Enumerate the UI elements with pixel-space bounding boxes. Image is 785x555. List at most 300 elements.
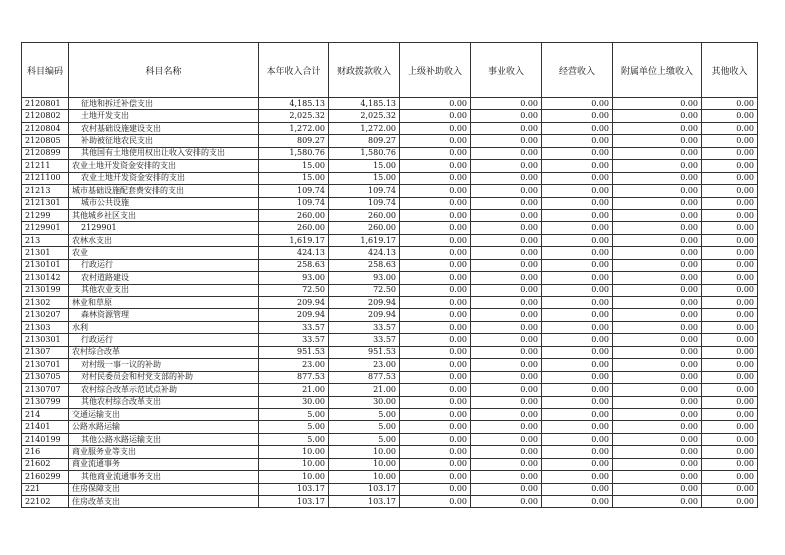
revenue-table-sheet (21, 42, 758, 508)
cell-subsidiary-remittance: 0.00 (613, 458, 702, 470)
cell-subsidiary-remittance: 0.00 (613, 160, 702, 172)
cell-business-revenue: 0.00 (471, 172, 542, 184)
cell-subject-name: 农村道路建设 (69, 272, 259, 284)
cell-other-revenue: 0.00 (702, 371, 758, 383)
cell-business-revenue: 0.00 (471, 433, 542, 445)
cell-subject-code: 2130705 (22, 371, 69, 383)
cell-subject-name: 住房改革支出 (69, 496, 259, 508)
cell-superior-subsidy: 0.00 (400, 98, 471, 110)
cell-subject-name: 其他农业支出 (69, 284, 259, 296)
cell-subsidiary-remittance: 0.00 (613, 384, 702, 396)
cell-total-revenue: 209.94 (259, 309, 329, 321)
cell-subject-name: 其他公路水路运输支出 (69, 433, 259, 445)
cell-other-revenue: 0.00 (702, 446, 758, 458)
cell-subsidiary-remittance: 0.00 (613, 284, 702, 296)
cell-fiscal-appropriation: 951.53 (329, 346, 400, 358)
cell-subject-name: 补助被征地农民支出 (69, 135, 259, 147)
cell-fiscal-appropriation: 10.00 (329, 446, 400, 458)
cell-subsidiary-remittance: 0.00 (613, 172, 702, 184)
table-row (22, 222, 758, 234)
cell-subsidiary-remittance: 0.00 (613, 371, 702, 383)
cell-subsidiary-remittance: 0.00 (613, 483, 702, 495)
cell-fiscal-appropriation: 72.50 (329, 284, 400, 296)
cell-subject-name: 公路水路运输 (69, 421, 259, 433)
cell-total-revenue: 809.27 (259, 135, 329, 147)
cell-total-revenue: 109.74 (259, 197, 329, 209)
revenue-table (21, 42, 758, 508)
cell-total-revenue: 15.00 (259, 160, 329, 172)
cell-total-revenue: 951.53 (259, 346, 329, 358)
cell-other-revenue: 0.00 (702, 259, 758, 271)
cell-superior-subsidy: 0.00 (400, 172, 471, 184)
cell-other-revenue: 0.00 (702, 185, 758, 197)
cell-superior-subsidy: 0.00 (400, 309, 471, 321)
cell-other-revenue: 0.00 (702, 147, 758, 159)
table-row (22, 321, 758, 333)
cell-subsidiary-remittance: 0.00 (613, 471, 702, 483)
cell-fiscal-appropriation: 109.74 (329, 185, 400, 197)
cell-operating-revenue: 0.00 (542, 110, 613, 122)
cell-fiscal-appropriation: 15.00 (329, 160, 400, 172)
cell-other-revenue: 0.00 (702, 209, 758, 221)
cell-operating-revenue: 0.00 (542, 446, 613, 458)
cell-operating-revenue: 0.00 (542, 396, 613, 408)
cell-fiscal-appropriation: 424.13 (329, 247, 400, 259)
cell-business-revenue: 0.00 (471, 147, 542, 159)
cell-subsidiary-remittance: 0.00 (613, 209, 702, 221)
cell-total-revenue: 2,025.32 (259, 110, 329, 122)
cell-subsidiary-remittance: 0.00 (613, 234, 702, 246)
cell-business-revenue: 0.00 (471, 384, 542, 396)
cell-fiscal-appropriation: 5.00 (329, 408, 400, 420)
cell-operating-revenue: 0.00 (542, 135, 613, 147)
cell-operating-revenue: 0.00 (542, 122, 613, 134)
cell-other-revenue: 0.00 (702, 321, 758, 333)
table-row (22, 160, 758, 172)
cell-subject-name: 对村民委员会和村党支部的补助 (69, 371, 259, 383)
cell-operating-revenue: 0.00 (542, 334, 613, 346)
table-row (22, 371, 758, 383)
cell-operating-revenue: 0.00 (542, 321, 613, 333)
cell-total-revenue: 10.00 (259, 458, 329, 470)
cell-subject-name: 其他国有土地使用权出让收入安排的支出 (69, 147, 259, 159)
cell-subject-name: 交通运输支出 (69, 408, 259, 420)
cell-fiscal-appropriation: 4,185.13 (329, 98, 400, 110)
cell-subsidiary-remittance: 0.00 (613, 147, 702, 159)
cell-subsidiary-remittance: 0.00 (613, 297, 702, 309)
cell-other-revenue: 0.00 (702, 309, 758, 321)
cell-total-revenue: 30.00 (259, 396, 329, 408)
cell-subsidiary-remittance: 0.00 (613, 247, 702, 259)
cell-total-revenue: 10.00 (259, 471, 329, 483)
cell-operating-revenue: 0.00 (542, 384, 613, 396)
cell-business-revenue: 0.00 (471, 483, 542, 495)
cell-fiscal-appropriation: 93.00 (329, 272, 400, 284)
cell-subject-name: 城市基础设施配套费安排的支出 (69, 185, 259, 197)
cell-business-revenue: 0.00 (471, 346, 542, 358)
cell-total-revenue: 4,185.13 (259, 98, 329, 110)
cell-other-revenue: 0.00 (702, 458, 758, 470)
cell-subject-name: 行政运行 (69, 259, 259, 271)
cell-subsidiary-remittance: 0.00 (613, 446, 702, 458)
cell-subject-code: 2130142 (22, 272, 69, 284)
cell-subsidiary-remittance: 0.00 (613, 334, 702, 346)
cell-subject-name: 住房保障支出 (69, 483, 259, 495)
cell-subsidiary-remittance: 0.00 (613, 259, 702, 271)
cell-total-revenue: 5.00 (259, 433, 329, 445)
cell-total-revenue: 877.53 (259, 371, 329, 383)
cell-total-revenue: 23.00 (259, 359, 329, 371)
cell-subject-code: 21211 (22, 160, 69, 172)
cell-other-revenue: 0.00 (702, 359, 758, 371)
cell-superior-subsidy: 0.00 (400, 209, 471, 221)
cell-fiscal-appropriation: 258.63 (329, 259, 400, 271)
cell-total-revenue: 33.57 (259, 321, 329, 333)
cell-superior-subsidy: 0.00 (400, 458, 471, 470)
cell-subject-code: 2130701 (22, 359, 69, 371)
cell-other-revenue: 0.00 (702, 346, 758, 358)
cell-subsidiary-remittance: 0.00 (613, 98, 702, 110)
cell-subsidiary-remittance: 0.00 (613, 408, 702, 420)
cell-superior-subsidy: 0.00 (400, 284, 471, 296)
table-row (22, 408, 758, 420)
cell-total-revenue: 15.00 (259, 172, 329, 184)
cell-superior-subsidy: 0.00 (400, 446, 471, 458)
cell-subject-code: 2140199 (22, 433, 69, 445)
header-business-revenue: 事业收入 (471, 43, 542, 98)
cell-subsidiary-remittance: 0.00 (613, 496, 702, 508)
cell-operating-revenue: 0.00 (542, 297, 613, 309)
cell-superior-subsidy: 0.00 (400, 483, 471, 495)
table-row (22, 284, 758, 296)
cell-business-revenue: 0.00 (471, 496, 542, 508)
cell-business-revenue: 0.00 (471, 234, 542, 246)
cell-business-revenue: 0.00 (471, 185, 542, 197)
cell-other-revenue: 0.00 (702, 421, 758, 433)
cell-subject-name: 商业流通事务 (69, 458, 259, 470)
cell-fiscal-appropriation: 21.00 (329, 384, 400, 396)
cell-subsidiary-remittance: 0.00 (613, 185, 702, 197)
cell-fiscal-appropriation: 33.57 (329, 334, 400, 346)
table-row (22, 297, 758, 309)
cell-total-revenue: 5.00 (259, 408, 329, 420)
cell-superior-subsidy: 0.00 (400, 247, 471, 259)
cell-subsidiary-remittance: 0.00 (613, 396, 702, 408)
cell-superior-subsidy: 0.00 (400, 234, 471, 246)
table-row (22, 483, 758, 495)
cell-business-revenue: 0.00 (471, 458, 542, 470)
cell-total-revenue: 260.00 (259, 209, 329, 221)
cell-subject-code: 21602 (22, 458, 69, 470)
cell-subsidiary-remittance: 0.00 (613, 309, 702, 321)
cell-business-revenue: 0.00 (471, 297, 542, 309)
cell-other-revenue: 0.00 (702, 408, 758, 420)
cell-operating-revenue: 0.00 (542, 421, 613, 433)
cell-subject-code: 2120802 (22, 110, 69, 122)
cell-operating-revenue: 0.00 (542, 346, 613, 358)
cell-superior-subsidy: 0.00 (400, 396, 471, 408)
cell-fiscal-appropriation: 2,025.32 (329, 110, 400, 122)
cell-operating-revenue: 0.00 (542, 359, 613, 371)
cell-other-revenue: 0.00 (702, 122, 758, 134)
cell-fiscal-appropriation: 103.17 (329, 483, 400, 495)
cell-total-revenue: 424.13 (259, 247, 329, 259)
cell-business-revenue: 0.00 (471, 471, 542, 483)
cell-total-revenue: 260.00 (259, 222, 329, 234)
cell-subject-name: 农村综合改革 (69, 346, 259, 358)
table-row (22, 135, 758, 147)
table-row (22, 272, 758, 284)
table-row (22, 421, 758, 433)
cell-operating-revenue: 0.00 (542, 185, 613, 197)
cell-subsidiary-remittance: 0.00 (613, 421, 702, 433)
table-row (22, 384, 758, 396)
header-operating-revenue: 经营收入 (542, 43, 613, 98)
cell-fiscal-appropriation: 103.17 (329, 496, 400, 508)
cell-operating-revenue: 0.00 (542, 98, 613, 110)
table-body (22, 98, 758, 508)
cell-subject-code: 216 (22, 446, 69, 458)
cell-business-revenue: 0.00 (471, 110, 542, 122)
cell-business-revenue: 0.00 (471, 197, 542, 209)
cell-total-revenue: 103.17 (259, 496, 329, 508)
cell-subject-code: 2130101 (22, 259, 69, 271)
cell-total-revenue: 33.57 (259, 334, 329, 346)
cell-subject-name: 林业和草原 (69, 297, 259, 309)
cell-subject-code: 213 (22, 234, 69, 246)
header-subsidiary-remittance: 附属单位上缴收入 (613, 43, 702, 98)
cell-subject-code: 2160299 (22, 471, 69, 483)
header-total-revenue: 本年收入合计 (259, 43, 329, 98)
cell-operating-revenue: 0.00 (542, 160, 613, 172)
cell-fiscal-appropriation: 877.53 (329, 371, 400, 383)
cell-superior-subsidy: 0.00 (400, 421, 471, 433)
cell-business-revenue: 0.00 (471, 160, 542, 172)
cell-other-revenue: 0.00 (702, 222, 758, 234)
header-other-revenue: 其他收入 (702, 43, 758, 98)
cell-fiscal-appropriation: 1,619.17 (329, 234, 400, 246)
table-row (22, 209, 758, 221)
cell-fiscal-appropriation: 1,580.76 (329, 147, 400, 159)
cell-other-revenue: 0.00 (702, 396, 758, 408)
cell-other-revenue: 0.00 (702, 433, 758, 445)
cell-business-revenue: 0.00 (471, 247, 542, 259)
cell-subject-name: 2129901 (69, 222, 259, 234)
cell-other-revenue: 0.00 (702, 110, 758, 122)
cell-business-revenue: 0.00 (471, 421, 542, 433)
table-row (22, 185, 758, 197)
cell-total-revenue: 93.00 (259, 272, 329, 284)
header-fiscal-appropriation: 财政拨款收入 (329, 43, 400, 98)
cell-superior-subsidy: 0.00 (400, 334, 471, 346)
cell-other-revenue: 0.00 (702, 284, 758, 296)
cell-subsidiary-remittance: 0.00 (613, 359, 702, 371)
cell-operating-revenue: 0.00 (542, 483, 613, 495)
cell-superior-subsidy: 0.00 (400, 110, 471, 122)
cell-business-revenue: 0.00 (471, 321, 542, 333)
cell-other-revenue: 0.00 (702, 247, 758, 259)
table-row (22, 122, 758, 134)
cell-operating-revenue: 0.00 (542, 272, 613, 284)
cell-total-revenue: 1,580.76 (259, 147, 329, 159)
header-subject-name: 科目名称 (69, 43, 259, 98)
cell-superior-subsidy: 0.00 (400, 359, 471, 371)
cell-operating-revenue: 0.00 (542, 172, 613, 184)
cell-other-revenue: 0.00 (702, 135, 758, 147)
table-row (22, 309, 758, 321)
table-row (22, 458, 758, 470)
cell-superior-subsidy: 0.00 (400, 433, 471, 445)
cell-subject-name: 商业服务业等支出 (69, 446, 259, 458)
cell-subject-name: 农村综合改革示范试点补助 (69, 384, 259, 396)
cell-other-revenue: 0.00 (702, 334, 758, 346)
cell-total-revenue: 1,619.17 (259, 234, 329, 246)
cell-subject-name: 水利 (69, 321, 259, 333)
table-row (22, 359, 758, 371)
cell-subject-code: 2120801 (22, 98, 69, 110)
cell-other-revenue: 0.00 (702, 297, 758, 309)
cell-subject-name: 征地和拆迁补偿支出 (69, 98, 259, 110)
cell-subject-code: 21301 (22, 247, 69, 259)
cell-fiscal-appropriation: 209.94 (329, 309, 400, 321)
cell-business-revenue: 0.00 (471, 359, 542, 371)
cell-superior-subsidy: 0.00 (400, 222, 471, 234)
cell-subsidiary-remittance: 0.00 (613, 321, 702, 333)
cell-subsidiary-remittance: 0.00 (613, 197, 702, 209)
table-row (22, 98, 758, 110)
table-row (22, 334, 758, 346)
table-row (22, 247, 758, 259)
cell-business-revenue: 0.00 (471, 284, 542, 296)
cell-operating-revenue: 0.00 (542, 284, 613, 296)
table-row (22, 396, 758, 408)
header-superior-subsidy: 上级补助收入 (400, 43, 471, 98)
cell-business-revenue: 0.00 (471, 396, 542, 408)
cell-total-revenue: 72.50 (259, 284, 329, 296)
cell-fiscal-appropriation: 809.27 (329, 135, 400, 147)
cell-subsidiary-remittance: 0.00 (613, 135, 702, 147)
cell-subject-name: 其他农村综合改革支出 (69, 396, 259, 408)
cell-other-revenue: 0.00 (702, 98, 758, 110)
cell-operating-revenue: 0.00 (542, 309, 613, 321)
cell-subject-name: 农业土地开发资金安排的支出 (69, 172, 259, 184)
cell-subject-code: 2130207 (22, 309, 69, 321)
cell-other-revenue: 0.00 (702, 483, 758, 495)
cell-business-revenue: 0.00 (471, 371, 542, 383)
cell-superior-subsidy: 0.00 (400, 346, 471, 358)
cell-total-revenue: 209.94 (259, 297, 329, 309)
table-row (22, 259, 758, 271)
cell-superior-subsidy: 0.00 (400, 496, 471, 508)
cell-superior-subsidy: 0.00 (400, 297, 471, 309)
cell-subject-code: 2130301 (22, 334, 69, 346)
cell-business-revenue: 0.00 (471, 446, 542, 458)
cell-subject-code: 21299 (22, 209, 69, 221)
table-row (22, 147, 758, 159)
cell-total-revenue: 1,272.00 (259, 122, 329, 134)
cell-fiscal-appropriation: 260.00 (329, 209, 400, 221)
cell-subsidiary-remittance: 0.00 (613, 433, 702, 445)
cell-superior-subsidy: 0.00 (400, 160, 471, 172)
cell-business-revenue: 0.00 (471, 209, 542, 221)
cell-operating-revenue: 0.00 (542, 458, 613, 470)
cell-fiscal-appropriation: 33.57 (329, 321, 400, 333)
cell-operating-revenue: 0.00 (542, 209, 613, 221)
cell-superior-subsidy: 0.00 (400, 408, 471, 420)
cell-other-revenue: 0.00 (702, 471, 758, 483)
cell-superior-subsidy: 0.00 (400, 135, 471, 147)
cell-fiscal-appropriation: 10.00 (329, 471, 400, 483)
cell-subject-code: 2130199 (22, 284, 69, 296)
cell-fiscal-appropriation: 5.00 (329, 421, 400, 433)
cell-superior-subsidy: 0.00 (400, 259, 471, 271)
cell-subsidiary-remittance: 0.00 (613, 346, 702, 358)
cell-superior-subsidy: 0.00 (400, 185, 471, 197)
cell-other-revenue: 0.00 (702, 272, 758, 284)
cell-superior-subsidy: 0.00 (400, 147, 471, 159)
cell-total-revenue: 109.74 (259, 185, 329, 197)
cell-superior-subsidy: 0.00 (400, 384, 471, 396)
table-row (22, 433, 758, 445)
table-row (22, 471, 758, 483)
cell-total-revenue: 258.63 (259, 259, 329, 271)
cell-subject-code: 21307 (22, 346, 69, 358)
cell-operating-revenue: 0.00 (542, 433, 613, 445)
cell-superior-subsidy: 0.00 (400, 122, 471, 134)
cell-operating-revenue: 0.00 (542, 496, 613, 508)
cell-superior-subsidy: 0.00 (400, 197, 471, 209)
cell-operating-revenue: 0.00 (542, 197, 613, 209)
cell-subject-name: 对村级一事一议的补助 (69, 359, 259, 371)
cell-other-revenue: 0.00 (702, 384, 758, 396)
cell-business-revenue: 0.00 (471, 222, 542, 234)
table-row (22, 346, 758, 358)
cell-operating-revenue: 0.00 (542, 408, 613, 420)
cell-subject-code: 21303 (22, 321, 69, 333)
cell-operating-revenue: 0.00 (542, 259, 613, 271)
table-row (22, 197, 758, 209)
cell-operating-revenue: 0.00 (542, 247, 613, 259)
cell-superior-subsidy: 0.00 (400, 321, 471, 333)
cell-subsidiary-remittance: 0.00 (613, 122, 702, 134)
table-row (22, 110, 758, 122)
cell-fiscal-appropriation: 23.00 (329, 359, 400, 371)
cell-operating-revenue: 0.00 (542, 371, 613, 383)
header-subject-code: 科目编码 (22, 43, 69, 98)
cell-subject-code: 2120805 (22, 135, 69, 147)
table-row (22, 446, 758, 458)
cell-subject-code: 2121301 (22, 197, 69, 209)
cell-operating-revenue: 0.00 (542, 147, 613, 159)
cell-fiscal-appropriation: 10.00 (329, 458, 400, 470)
cell-subject-code: 2130799 (22, 396, 69, 408)
cell-subject-name: 农业土地开发资金安排的支出 (69, 160, 259, 172)
cell-subject-name: 农村基础设施建设支出 (69, 122, 259, 134)
cell-subject-code: 214 (22, 408, 69, 420)
cell-subsidiary-remittance: 0.00 (613, 272, 702, 284)
cell-fiscal-appropriation: 30.00 (329, 396, 400, 408)
cell-subject-code: 21213 (22, 185, 69, 197)
cell-subsidiary-remittance: 0.00 (613, 110, 702, 122)
cell-other-revenue: 0.00 (702, 172, 758, 184)
cell-business-revenue: 0.00 (471, 98, 542, 110)
cell-business-revenue: 0.00 (471, 259, 542, 271)
cell-fiscal-appropriation: 15.00 (329, 172, 400, 184)
cell-subject-name: 行政运行 (69, 334, 259, 346)
cell-other-revenue: 0.00 (702, 496, 758, 508)
cell-subject-code: 2120899 (22, 147, 69, 159)
cell-subject-code: 2129901 (22, 222, 69, 234)
